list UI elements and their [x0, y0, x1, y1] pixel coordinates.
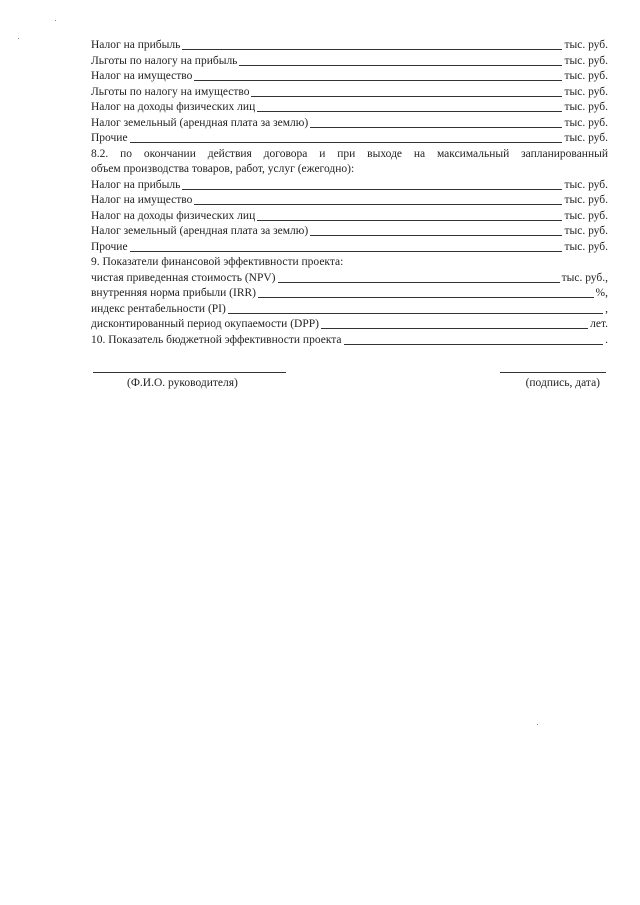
- signature-date-line[interactable]: [500, 372, 606, 373]
- row-label: Налог на имущество: [91, 194, 193, 206]
- row-unit: тыс. руб.: [564, 240, 608, 253]
- blank-line[interactable]: [257, 100, 562, 112]
- row-label: Налог на доходы физических лиц: [91, 209, 256, 222]
- row-unit: тыс. руб.: [564, 70, 608, 82]
- row-label: Прочие: [91, 132, 128, 144]
- form-row-pi: [91, 302, 608, 318]
- blank-line[interactable]: [182, 38, 562, 50]
- row-label: Льготы по налогу на имущество: [91, 85, 250, 98]
- row-label: внутренняя норма прибыли (IRR): [91, 287, 257, 299]
- scan-speck: [55, 20, 56, 21]
- blank-line[interactable]: [239, 54, 562, 66]
- section-9-heading: 9. Показатели финансовой эффективности проекта:: [91, 256, 344, 268]
- form-row-profit-tax: [91, 178, 608, 194]
- signature-date-caption: (подпись, дата): [525, 377, 600, 389]
- form-row-personal-income-tax: [91, 100, 608, 116]
- row-label: Налог земельный (арендная плата за землю): [91, 116, 309, 129]
- row-unit: тыс. руб.: [564, 194, 608, 206]
- row-unit: тыс. руб.: [564, 101, 608, 113]
- form-row-dpp: [91, 317, 608, 333]
- scan-speck: [18, 38, 19, 39]
- blank-line[interactable]: [130, 240, 563, 252]
- blank-line[interactable]: [130, 131, 563, 143]
- blank-line[interactable]: [251, 85, 562, 97]
- blank-line[interactable]: [194, 193, 562, 205]
- blank-line[interactable]: [257, 209, 562, 221]
- form-page: [91, 38, 608, 348]
- blank-line[interactable]: [344, 333, 604, 345]
- section-8-1: [91, 38, 608, 147]
- manager-name-caption: (Ф.И.О. руководителя): [127, 377, 238, 389]
- form-row-npv: [91, 271, 608, 287]
- row-unit: тыс. руб.: [564, 116, 608, 129]
- row-unit: тыс. руб.: [564, 39, 608, 51]
- row-unit: ,: [605, 302, 608, 315]
- paragraph-line: 8.2. по окончании действия договора и при выходе на максимальный запланированный: [91, 147, 608, 160]
- blank-line[interactable]: [278, 271, 560, 283]
- form-row-land-tax: [91, 224, 608, 240]
- blank-line[interactable]: [194, 69, 562, 81]
- blank-line[interactable]: [258, 286, 594, 298]
- row-unit: тыс. руб.: [564, 209, 608, 222]
- paragraph-line: объем производства товаров, работ, услуг (ежегодно):: [91, 163, 355, 175]
- blank-line[interactable]: [310, 116, 562, 128]
- form-row-irr: [91, 286, 608, 302]
- form-row-land-tax: [91, 116, 608, 132]
- blank-line[interactable]: [310, 224, 562, 236]
- blank-line[interactable]: [321, 317, 588, 329]
- signature-block: [91, 372, 608, 402]
- section-8-2: [91, 178, 608, 256]
- row-unit: тыс. руб.: [564, 54, 608, 67]
- row-unit: тыс. руб.: [564, 178, 608, 191]
- row-label: 10. Показатель бюджетной эффективности проекта: [91, 333, 342, 346]
- form-row-other: [91, 240, 608, 256]
- row-label: дисконтированный период окупаемости (DPP): [91, 318, 319, 330]
- row-unit: .: [605, 333, 608, 346]
- form-row-profit-tax: [91, 38, 608, 54]
- row-unit: %,: [595, 287, 608, 299]
- blank-line[interactable]: [182, 178, 562, 190]
- row-label: Налог земельный (арендная плата за землю): [91, 225, 309, 237]
- row-unit: тыс. руб.: [564, 85, 608, 98]
- row-label: Прочие: [91, 240, 128, 253]
- form-row-profit-tax-benefits: [91, 54, 608, 70]
- row-unit: лет.: [590, 318, 608, 330]
- section-8-2-heading: [91, 147, 608, 178]
- row-label: Налог на имущество: [91, 70, 193, 82]
- form-row-personal-income-tax: [91, 209, 608, 225]
- row-label: Налог на прибыль: [91, 178, 181, 191]
- form-row-other: [91, 131, 608, 147]
- row-label: чистая приведенная стоимость (NPV): [91, 271, 276, 284]
- row-label: индекс рентабельности (PI): [91, 302, 226, 315]
- row-label: Льготы по налогу на прибыль: [91, 54, 238, 67]
- form-row-property-tax-benefits: [91, 85, 608, 101]
- section-9: [91, 271, 608, 333]
- row-label: Налог на доходы физических лиц: [91, 101, 256, 113]
- row-unit: тыс. руб.,: [561, 271, 608, 284]
- form-row-property-tax: [91, 69, 608, 85]
- form-row-budget-efficiency: [91, 333, 608, 349]
- row-unit: тыс. руб.: [564, 132, 608, 144]
- form-row-property-tax: [91, 193, 608, 209]
- row-label: Налог на прибыль: [91, 39, 181, 51]
- manager-name-line[interactable]: [93, 372, 286, 373]
- row-unit: тыс. руб.: [564, 225, 608, 237]
- blank-line[interactable]: [228, 302, 603, 314]
- scan-speck: [537, 724, 538, 725]
